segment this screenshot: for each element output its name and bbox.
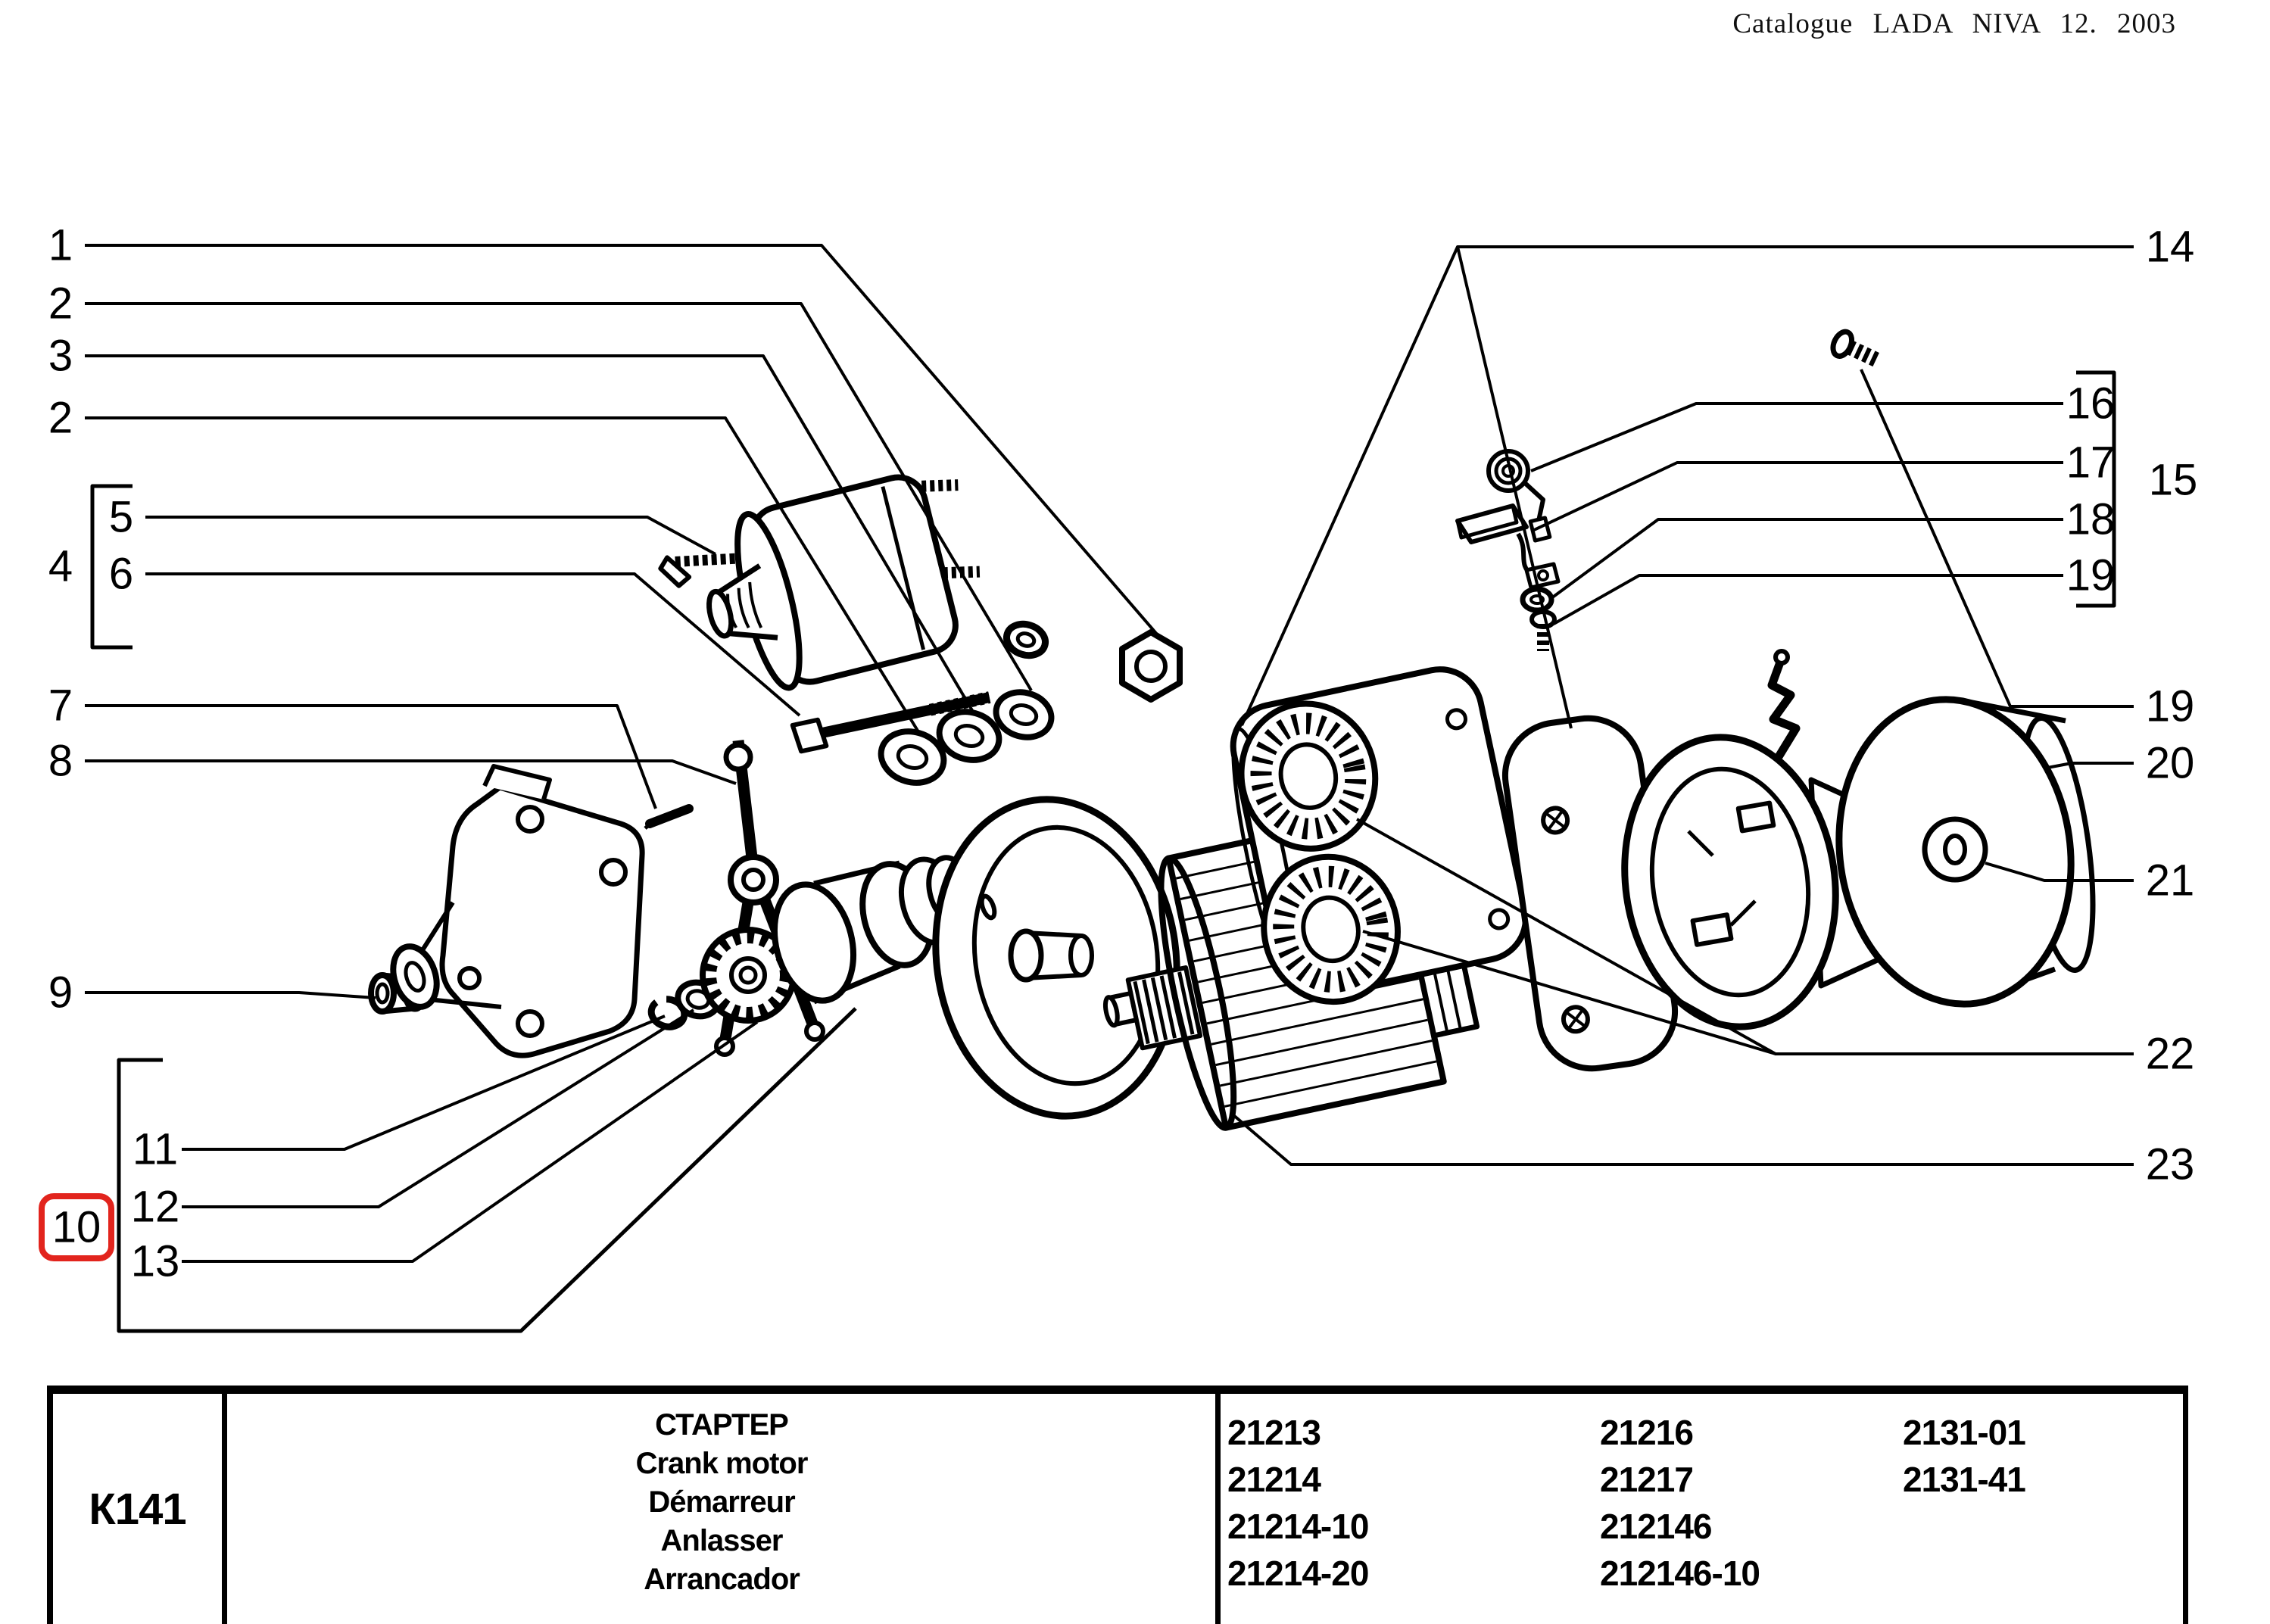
callout-number-9: 9 [48, 968, 73, 1018]
table-divider [1215, 1394, 1221, 1624]
callout-number-17: 17 [2066, 438, 2116, 488]
table-text-line: 2131-01 [1903, 1413, 2025, 1452]
callout-number-11: 11 [132, 1124, 179, 1174]
callout-number-19b: 19 [2145, 681, 2195, 731]
model-numbers-col-2 [1600, 1409, 1760, 1597]
table-text-line: 21214-20 [1227, 1554, 1369, 1593]
brush-lead-hook [1772, 651, 1796, 756]
leader-line-14 [1242, 247, 2134, 725]
callout-number-6: 6 [108, 549, 134, 599]
part-title-multilingual [228, 1406, 1215, 1599]
callout-number-3: 3 [48, 331, 73, 381]
model-numbers-col-1 [1227, 1409, 1368, 1597]
cover-screw [1829, 329, 1885, 372]
callout-number-12: 12 [130, 1182, 180, 1232]
table-text-line: 212146-10 [1600, 1554, 1760, 1593]
spec-table [47, 1386, 2188, 1624]
callout-number-22: 22 [2145, 1029, 2195, 1079]
drive-pinion-assembly [648, 853, 980, 1030]
hex-nut [1122, 632, 1180, 700]
solenoid-assembly [653, 463, 996, 752]
callout-number-23: 23 [2145, 1139, 2195, 1189]
drive-end-housing [386, 766, 642, 1055]
callout-number-20: 20 [2145, 738, 2195, 788]
leader-line-9 [85, 993, 376, 998]
leader-line-23 [1233, 1114, 2134, 1164]
model-numbers-col-3 [1903, 1409, 2025, 1503]
leader-line-16 [1531, 404, 2063, 471]
table-text-line: Anlasser [660, 1524, 783, 1557]
callout-number-16: 16 [2066, 379, 2116, 429]
table-text-line: Démarreur [648, 1485, 795, 1519]
table-text-line: 21217 [1600, 1460, 1693, 1499]
callout-number-5: 5 [108, 492, 134, 542]
leader-line-18 [1551, 519, 2063, 598]
table-text-line: 21213 [1227, 1413, 1321, 1452]
table-text-line: 2131-41 [1903, 1460, 2025, 1499]
callout-number-19a: 19 [2066, 550, 2116, 600]
table-text-line: 212146 [1600, 1507, 1712, 1546]
table-text-line: 21214 [1227, 1460, 1321, 1499]
callout-number-13: 13 [130, 1236, 180, 1286]
fork-pivot-pin [645, 809, 689, 828]
callout-number-2b: 2 [48, 393, 73, 443]
table-text-line: Arrancador [644, 1563, 800, 1596]
callout-number-15: 15 [2148, 455, 2198, 505]
drive-end-shield [915, 784, 1196, 1132]
page-title: Catalogue LADA NIVA 12. 2003 [1732, 8, 2176, 39]
table-text-line: 21216 [1600, 1413, 1693, 1452]
table-divider [222, 1394, 227, 1624]
callout-number-2a: 2 [48, 279, 73, 329]
callout-number-8: 8 [48, 736, 73, 786]
catalogue-section-code: К141 [89, 1484, 186, 1534]
leader-line-19a [1554, 575, 2063, 624]
brush-small-parts [1458, 451, 1558, 651]
table-text-line: 21214-10 [1227, 1507, 1369, 1546]
bracket-10 [119, 1008, 856, 1331]
table-text-line: Crank motor [635, 1447, 808, 1480]
callout-number-1: 1 [48, 220, 73, 270]
callout-number-18: 18 [2066, 494, 2116, 544]
leader-line-12 [182, 1010, 694, 1207]
callout-number-4: 4 [48, 541, 73, 591]
leader-line-7 [85, 706, 656, 809]
callout-number-21: 21 [2145, 856, 2195, 906]
leader-line-5 [145, 517, 716, 554]
callout-number-10[interactable]: 10 [51, 1202, 101, 1252]
leader-line-13 [182, 1022, 757, 1261]
callout-number-14: 14 [2145, 222, 2195, 272]
lock-washer [1523, 589, 1551, 610]
table-text-line: СТАРТЕР [655, 1408, 788, 1442]
leader-line-14 [1458, 247, 1571, 728]
leader-line-6 [145, 574, 800, 715]
callout-number-7: 7 [48, 681, 73, 731]
